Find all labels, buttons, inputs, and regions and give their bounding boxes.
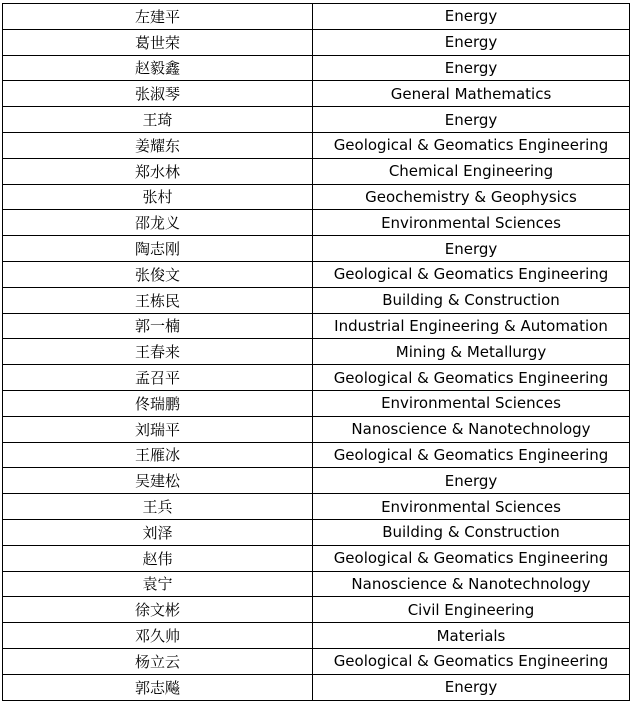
field-cell: Energy [313,674,630,700]
name-cell: 姜耀东 [3,132,313,158]
field-cell: Environmental Sciences [313,390,630,416]
table-row [3,132,630,158]
table-row [3,313,630,339]
field-cell: Environmental Sciences [313,494,630,520]
table-row [3,287,630,313]
name-cell: 邓久帅 [3,623,313,649]
table-row [3,623,630,649]
name-cell: 葛世荣 [3,29,313,55]
table-row [3,416,630,442]
field-cell: Energy [313,55,630,81]
name-cell: 陶志刚 [3,236,313,262]
field-cell: General Mathematics [313,81,630,107]
field-cell: Environmental Sciences [313,210,630,236]
field-cell: Geological & Geomatics Engineering [313,648,630,674]
name-cell: 张俊文 [3,261,313,287]
table-row [3,519,630,545]
table-row [3,597,630,623]
name-cell: 刘泽 [3,519,313,545]
field-cell: Industrial Engineering & Automation [313,313,630,339]
table-row [3,81,630,107]
field-cell: Energy [313,4,630,30]
name-cell: 王琦 [3,107,313,133]
name-cell: 郑水林 [3,158,313,184]
field-cell: Chemical Engineering [313,158,630,184]
name-cell: 王兵 [3,494,313,520]
table-row [3,545,630,571]
name-cell: 王雁冰 [3,442,313,468]
field-cell: Energy [313,236,630,262]
name-cell: 张淑琴 [3,81,313,107]
table-row [3,4,630,30]
field-cell: Geological & Geomatics Engineering [313,442,630,468]
field-cell: Mining & Metallurgy [313,339,630,365]
name-cell: 王春来 [3,339,313,365]
field-cell: Nanoscience & Nanotechnology [313,416,630,442]
field-cell: Geological & Geomatics Engineering [313,261,630,287]
table-row [3,390,630,416]
name-cell: 邵龙义 [3,210,313,236]
name-cell: 佟瑞鹏 [3,390,313,416]
table-row [3,494,630,520]
field-cell: Geological & Geomatics Engineering [313,365,630,391]
field-cell: Geochemistry & Geophysics [313,184,630,210]
field-cell: Geological & Geomatics Engineering [313,545,630,571]
table-row [3,29,630,55]
name-cell: 徐文彬 [3,597,313,623]
name-cell: 郭志飚 [3,674,313,700]
table-row [3,674,630,700]
name-cell: 刘瑞平 [3,416,313,442]
table-row [3,184,630,210]
field-cell: Geological & Geomatics Engineering [313,132,630,158]
name-cell: 吴建松 [3,468,313,494]
name-cell: 张村 [3,184,313,210]
name-cell: 赵毅鑫 [3,55,313,81]
name-cell: 郭一楠 [3,313,313,339]
field-cell: Energy [313,29,630,55]
name-cell: 赵伟 [3,545,313,571]
table-row [3,210,630,236]
field-cell: Energy [313,468,630,494]
field-cell: Civil Engineering [313,597,630,623]
table-row [3,158,630,184]
table-row [3,468,630,494]
table-row [3,442,630,468]
name-cell: 孟召平 [3,365,313,391]
field-cell: Energy [313,107,630,133]
table-container [2,3,630,701]
table-body [3,4,630,701]
name-cell: 袁宁 [3,571,313,597]
field-cell: Building & Construction [313,519,630,545]
table-row [3,571,630,597]
name-cell: 左建平 [3,4,313,30]
name-cell: 王栋民 [3,287,313,313]
field-cell: Nanoscience & Nanotechnology [313,571,630,597]
table-row [3,107,630,133]
table-row [3,261,630,287]
table-row [3,236,630,262]
table-row [3,339,630,365]
name-cell: 杨立云 [3,648,313,674]
field-cell: Building & Construction [313,287,630,313]
table-row [3,365,630,391]
table-row [3,648,630,674]
scholar-field-table [2,3,630,701]
field-cell: Materials [313,623,630,649]
table-row [3,55,630,81]
